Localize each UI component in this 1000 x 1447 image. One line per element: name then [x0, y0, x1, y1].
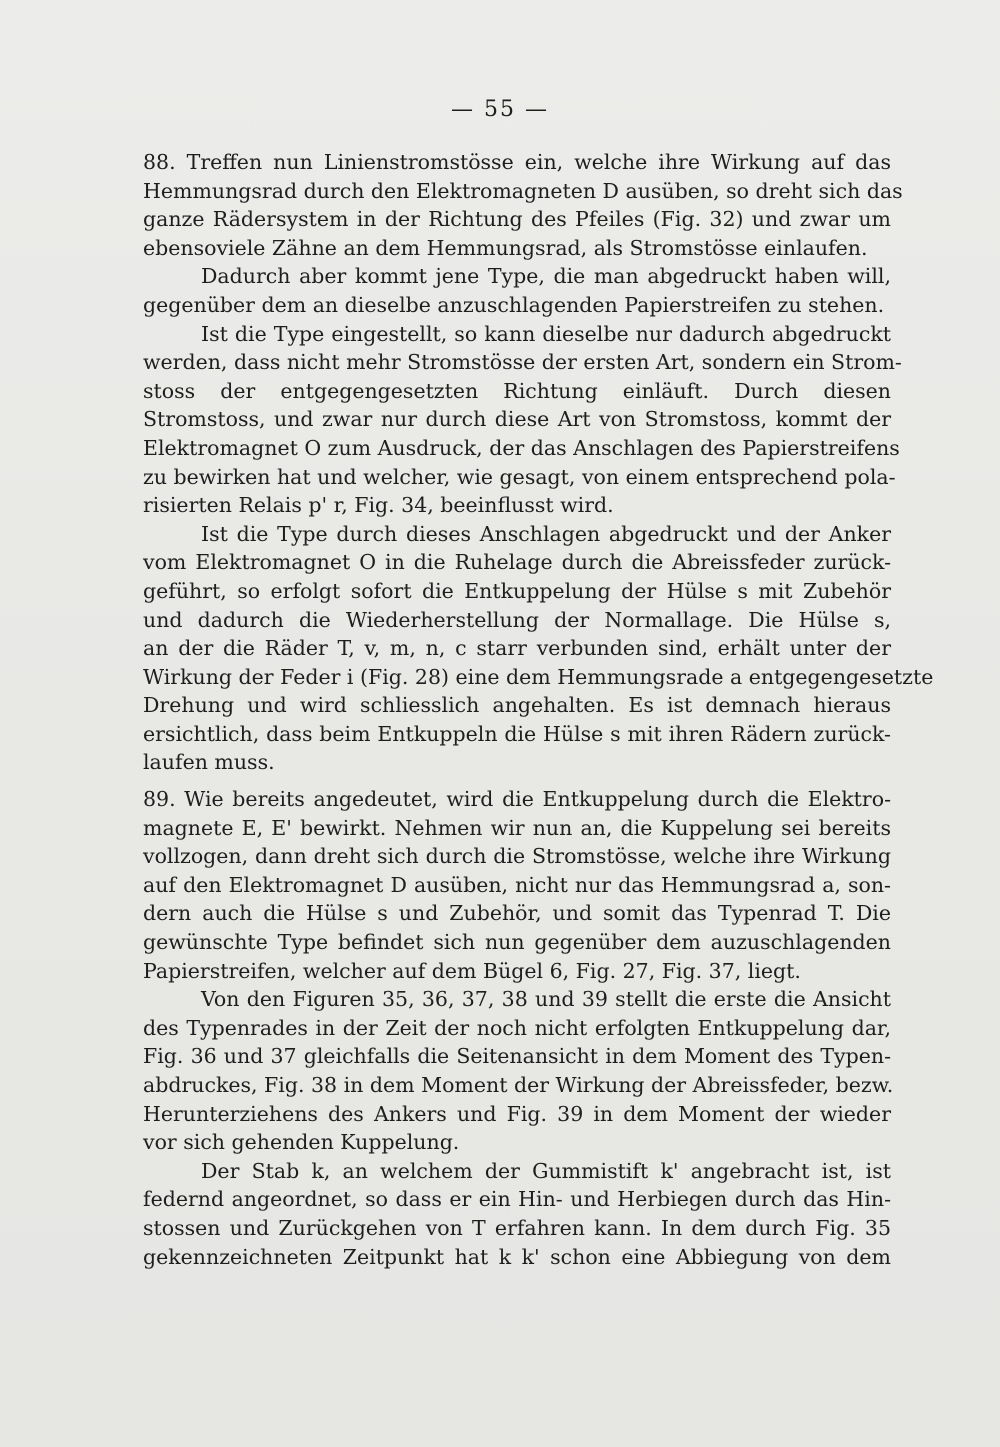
text-line: des Typenrades in der Zeit der noch nicht erfolgten Entkuppelung dar,: [143, 1015, 891, 1040]
body-text: [143, 148, 934, 1271]
text-line: gegenüber dem an dieselbe anzuschlagenden Papierstreifen zu stehen.: [143, 292, 885, 317]
text-line: vom Elektromagnet O in die Ruhelage durch die Abreissfeder zurück-: [143, 550, 891, 575]
text-line: und dadurch die Wiederherstellung der Normallage. Die Hülse s,: [143, 607, 891, 632]
paragraph-gap: [143, 777, 891, 785]
page-number: — 55 —: [451, 97, 549, 122]
text-line: Elektromagnet O zum Ausdruck, der das Anschlagen des Papierstreifens: [143, 435, 900, 460]
text-line: Ist die Type durch dieses Anschlagen abgedruckt und der Anker: [201, 521, 891, 546]
text-line: ersichtlich, dass beim Entkuppeln die Hülse s mit ihren Rädern zurück-: [143, 721, 891, 746]
text-line: Der Stab k, an welchem der Gummistift k' angebracht ist, ist: [201, 1158, 891, 1183]
text-line: 89. Wie bereits angedeutet, wird die Entkuppelung durch die Elektro-: [143, 787, 891, 812]
text-line: Fig. 36 und 37 gleichfalls die Seitenansicht in dem Moment des Typen-: [143, 1044, 891, 1069]
text-line: Wirkung der Feder i (Fig. 28) eine dem Hemmungsrade a entgegengesetzte: [143, 664, 934, 689]
text-line: stoss der entgegengesetzten Richtung einläuft. Durch diesen: [143, 378, 891, 403]
text-line: zu bewirken hat und welcher, wie gesagt, von einem entsprechend pola-: [143, 464, 896, 489]
text-line: abdruckes, Fig. 38 in dem Moment der Wirkung der Abreissfeder, bezw.: [143, 1073, 894, 1097]
text-line: vollzogen, dann dreht sich durch die Stromstösse, welche ihre Wirkung: [143, 844, 891, 869]
text-line: laufen muss.: [143, 750, 275, 775]
text-line: ebensoviele Zähne an dem Hemmungsrad, als Stromstösse einlaufen.: [143, 235, 868, 260]
text-line: gekennzeichneten Zeitpunkt hat k k' schon eine Abbiegung von dem: [143, 1244, 891, 1269]
text-line: dern auch die Hülse s und Zubehör, und somit das Typenrad T. Die: [143, 901, 891, 926]
text-line: Von den Figuren 35, 36, 37, 38 und 39 stellt die erste die Ansicht: [201, 987, 891, 1012]
text-line: Dadurch aber kommt jene Type, die man abgedruckt haben will,: [201, 264, 891, 289]
text-line: gewünschte Type befindet sich nun gegenüber dem auzuschlagenden: [143, 930, 891, 955]
text-line: stossen und Zurückgehen von T erfahren kann. In dem durch Fig. 35: [143, 1215, 891, 1240]
text-line: vor sich gehenden Kuppelung.: [143, 1130, 460, 1155]
text-line: risierten Relais p' r, Fig. 34, beeinflusst wird.: [143, 493, 614, 518]
text-line: auf den Elektromagnet D ausüben, nicht nur das Hemmungsrad a, son-: [143, 872, 891, 897]
text-line: federnd angeordnet, so dass er ein Hin- und Herbiegen durch das Hin-: [143, 1187, 891, 1212]
text-line: 88. Treffen nun Linienstromstösse ein, welche ihre Wirkung auf das: [143, 150, 891, 174]
text-line: Herunterziehens des Ankers und Fig. 39 in dem Moment der wieder: [143, 1101, 891, 1126]
text-line: geführt, so erfolgt sofort die Entkuppelung der Hülse s mit Zubehör: [143, 578, 891, 603]
text-line: ganze Rädersystem in der Richtung des Pfeiles (Fig. 32) und zwar um: [143, 207, 891, 232]
text-line: magnete E, E' bewirkt. Nehmen wir nun an, die Kuppelung sei bereits: [143, 815, 891, 840]
text-line: Ist die Type eingestellt, so kann dieselbe nur dadurch abgedruckt: [201, 321, 891, 346]
text-line: Hemmungsrad durch den Elektromagneten D ausüben, so dreht sich das: [143, 178, 903, 203]
text-line: Stromstoss, und zwar nur durch diese Art von Stromstoss, kommt der: [143, 407, 891, 432]
text-line: Papierstreifen, welcher auf dem Bügel 6, Fig. 27, Fig. 37, liegt.: [143, 958, 801, 983]
text-line: werden, dass nicht mehr Stromstösse der ersten Art, sondern ein Strom-: [143, 350, 902, 375]
text-line: Drehung und wird schliesslich angehalten. Es ist demnach hieraus: [143, 693, 891, 718]
text-line: an der die Räder T, v, m, n, c starr verbunden sind, erhält unter der: [143, 636, 891, 661]
